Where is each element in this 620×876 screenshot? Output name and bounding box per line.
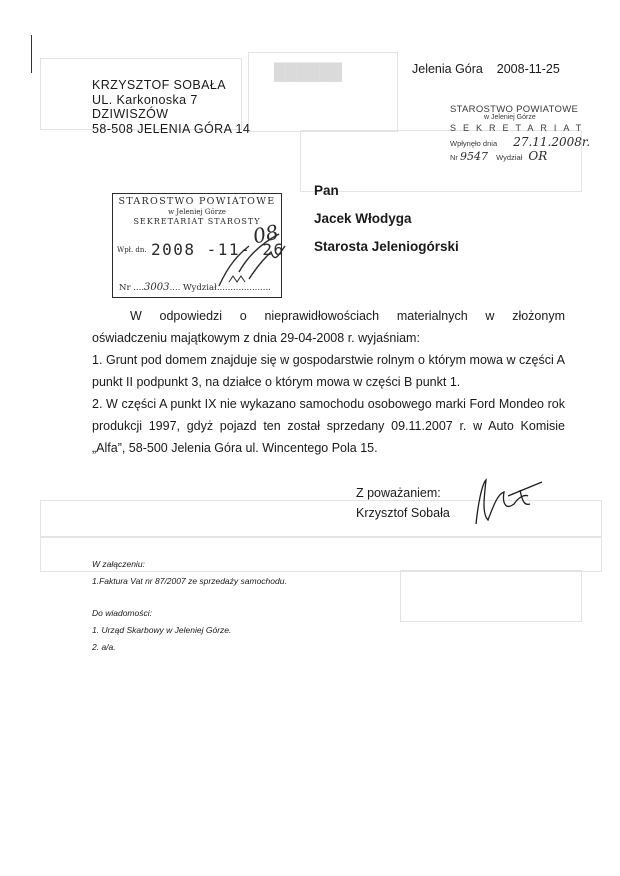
body-paragraph-line2: oświadczeniu majątkowym z dnia 29-04-2008 r. wyjaśniam: bbox=[92, 331, 420, 345]
stamp-right-dispatch-label: Wydział bbox=[496, 153, 523, 162]
body-item-1: 1. Grunt pod domem znajduje się w gospodarstwie rolnym o którym mowa w części A punkt II podpunkt 3, na działce o którym mowa w części B punkt 1. bbox=[92, 353, 565, 389]
stamp-left-handwritten-time: 08 bbox=[250, 219, 281, 249]
sender-postal: 58-508 JELENIA GÓRA 14 bbox=[92, 121, 251, 136]
stamp-right-city: w Jeleniej Górze bbox=[484, 114, 536, 121]
addressee-salutation: Pan bbox=[314, 183, 339, 198]
stamp-left-received-label: Wpł. dn. bbox=[117, 246, 147, 254]
stamp-right-number bbox=[450, 149, 547, 163]
attachments-heading: W załączeniu: bbox=[92, 559, 145, 569]
addressee-title: Starosta Jeleniogórski bbox=[314, 239, 459, 254]
stamp-right-number-label: Nr bbox=[450, 153, 458, 162]
stamp-left-number-handwritten: 3003 bbox=[144, 282, 170, 293]
stamp-right-received-handwritten: 27.11.2008r. bbox=[513, 135, 591, 149]
stamp-right-received bbox=[450, 135, 590, 149]
letter-body bbox=[92, 305, 565, 459]
copies-item-1: 1. Urząd Skarbowy w Jeleniej Górze. bbox=[92, 625, 232, 635]
sender-town: DZIWISZÓW bbox=[92, 107, 169, 121]
date-place: Jelenia Góra bbox=[412, 62, 483, 76]
attachments-item-1: 1.Faktura Vat nr 87/2007 ze sprzedaży samochodu. bbox=[92, 576, 287, 586]
stamp-right-received-label: Wpłynęło dnia bbox=[450, 139, 498, 148]
stamp-left-city: w Jeleniej Górze bbox=[168, 208, 226, 216]
addressee-name: Jacek Włodyga bbox=[314, 211, 412, 226]
receipt-stamp-right bbox=[446, 100, 596, 164]
date-value: 2008-11-25 bbox=[496, 62, 560, 76]
stamp-left-received-date: 2008 -11- 26 bbox=[151, 240, 285, 259]
margin-mark bbox=[31, 35, 32, 73]
closing-signatory: Krzysztof Sobała bbox=[356, 506, 450, 520]
stamp-left-initials-icon bbox=[209, 224, 289, 294]
scanned-letter-page: ██████ Jelenia Góra 2008-11-25 KRZYSZTOF SOBAŁA UL. Karkonoska 7 DZIWISZÓW 58-508 JELENIA GÓRA 14 STAROSTWO POWIATOWE w Jeleniej Górze SEKRETARIAT Wpłynęło dnia 27.11.2008r. Nr 9547 Wydział OR STAROSTWO POWIATOWE w Jeleniej Górze SEKRETARIAT STAROSTY Wpł. dn. 2008 -11- 26 08 Nr ....3003.... Wydział.................... Pan Jacek Włodyga Starosta Jeleniogórski W odpowiedzi o nieprawidłowościach materialnych w złożonym oświadczeniu majątkowym z dnia 29-04-2008 r. wyjaśniam: 1. Grunt pod domem znajduje się w gospodarstwie rolnym o którym mowa w części A punkt II podpunkt 3, na działce o którym mowa w części B punkt 1. 2. W części A punkt IX nie wykazano samochodu osobowego marki Ford Mondeo rok produkcji 1997, gdyż pojazd ten został sprzedany 09.11.2007 r. w Auto Komisie „Alfa”, 58-500 Jelenia Góra ul. Wincentego Pola 15. Z poważaniem: Krzysztof Sobała W załączeniu: 1.Faktura Vat nr 87/2007 ze sprzedaży samochodu. Do wiadomości: 1. Urząd Skarbowy w Jeleniej Górze. 2. a/a. bbox=[0, 0, 620, 876]
body-item-2: 2. W części A punkt IX nie wykazano samochodu osobowego marki Ford Mondeo rok produkcji 1997, gdyż pojazd ten został sprzedany 09.11.2007 r. w Auto Komisie „Alfa”, 58-500 Jelenia Góra ul. Wincentego Pola 15. bbox=[92, 397, 565, 455]
stamp-left-number: Nr ....3003.... Wydział.................... bbox=[119, 282, 271, 293]
date-line bbox=[412, 62, 560, 76]
stamp-right-dispatch-handwritten: OR bbox=[528, 149, 548, 163]
receipt-stamp-left bbox=[112, 193, 285, 298]
stamp-right-office: STAROSTWO POWIATOWE bbox=[450, 104, 579, 115]
addressee-block bbox=[314, 177, 459, 261]
sender-street: UL. Karkonoska 7 bbox=[92, 92, 198, 107]
closing-regards: Z poważaniem: bbox=[356, 486, 441, 500]
copies-heading: Do wiadomości: bbox=[92, 608, 152, 618]
sender-address bbox=[92, 78, 250, 136]
body-paragraph-line1: W odpowiedzi o nieprawidłowościach materialnych w złożonym bbox=[130, 309, 565, 323]
stamp-left-number-label: Nr bbox=[119, 283, 131, 293]
closing-block bbox=[356, 483, 450, 523]
stamp-right-dept: SEKRETARIAT bbox=[450, 123, 589, 133]
stamp-left-dept-label: Wydział bbox=[183, 283, 217, 293]
sender-name: KRZYSZTOF SOBAŁA bbox=[92, 78, 226, 92]
stamp-right-number-handwritten: 9547 bbox=[460, 150, 489, 163]
stamp-left-office: STAROSTWO POWIATOWE bbox=[118, 196, 276, 207]
stamp-left-dept: SEKRETARIAT STAROSTY bbox=[133, 217, 261, 226]
copies-item-2: 2. a/a. bbox=[92, 642, 116, 652]
signature-icon bbox=[468, 474, 548, 530]
